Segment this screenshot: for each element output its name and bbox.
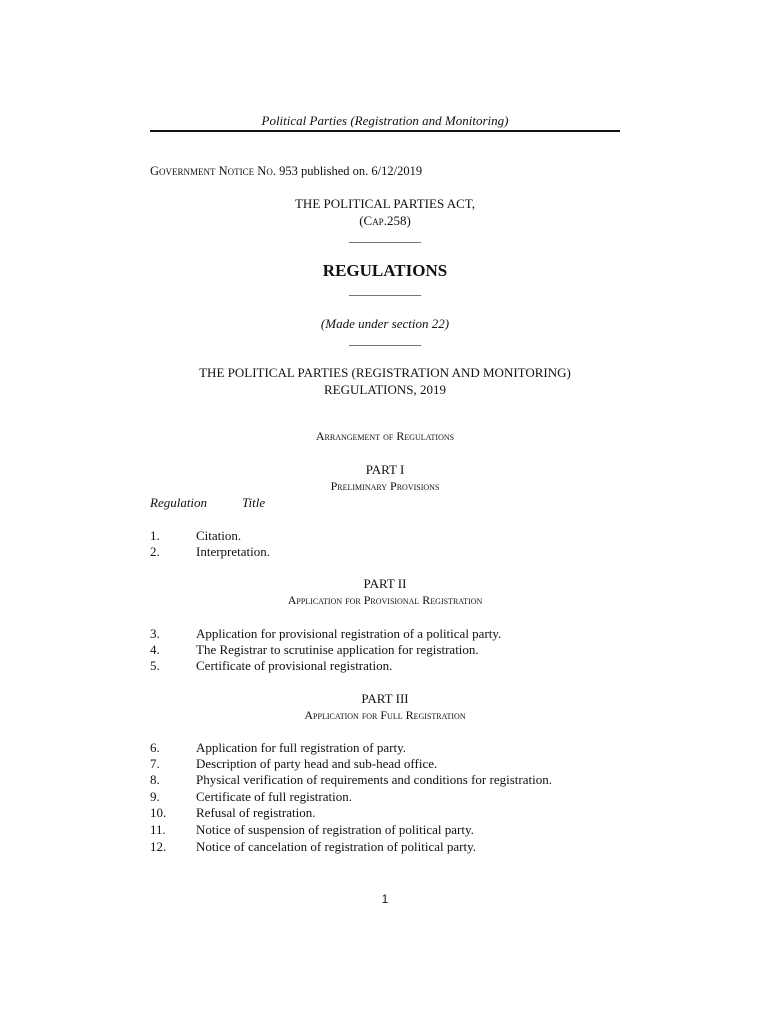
notice-prefix: Government Notice No. <box>150 164 276 178</box>
item-number: 9. <box>150 789 160 804</box>
long-title-line-2: REGULATIONS, 2019 <box>323 382 447 397</box>
item-text: Refusal of registration. <box>196 805 316 820</box>
item-text: Certificate of full registration. <box>196 789 352 804</box>
separator-2: ____________ <box>349 283 421 297</box>
running-head: Political Parties (Registration and Monitoring) <box>261 113 509 128</box>
item-number: 11. <box>150 822 166 837</box>
made-under-note: (Made under section 22) <box>320 316 450 331</box>
column-header-title: Title <box>242 495 266 510</box>
item-text: Physical verification of requirements and conditions for registration. <box>196 772 552 787</box>
item-number: 10. <box>150 805 167 820</box>
list-item <box>0 822 770 839</box>
item-number: 4. <box>150 642 160 657</box>
item-text: The Registrar to scrutinise application for registration. <box>196 642 479 657</box>
item-number: 12. <box>150 839 167 854</box>
item-number: 6. <box>150 740 160 755</box>
list-item <box>0 772 770 789</box>
item-text: Notice of suspension of registration of political party. <box>196 822 474 837</box>
item-text: Citation. <box>196 528 242 543</box>
list-item <box>0 642 770 659</box>
notice-details: 953 published on. 6/12/2019 <box>279 164 423 178</box>
separator-1: ____________ <box>349 230 421 244</box>
list-item <box>0 658 770 675</box>
part-3-label: PART III <box>361 691 409 706</box>
part-2-label: PART II <box>363 576 407 591</box>
government-notice <box>150 164 422 179</box>
item-number: 5. <box>150 658 160 673</box>
part-1-label: PART I <box>365 462 405 477</box>
item-text: Application for provisional registration of a political party. <box>196 626 502 641</box>
item-number: 1. <box>150 528 160 543</box>
act-title-block <box>0 195 770 246</box>
list-item <box>0 626 770 643</box>
list-item <box>0 789 770 806</box>
part-3-subtitle: Application for Full Registration <box>304 708 466 722</box>
item-text: Application for full registration of party. <box>196 740 406 755</box>
list-item <box>0 544 770 561</box>
long-title-line-1: THE POLITICAL PARTIES (REGISTRATION AND MONITORING) <box>199 365 571 380</box>
item-number: 8. <box>150 772 160 787</box>
page-number: 1 <box>381 892 389 906</box>
item-text: Description of party head and sub-head office. <box>196 756 438 771</box>
list-item <box>0 528 770 545</box>
list-item <box>0 805 770 822</box>
item-text: Notice of cancelation of registration of political party. <box>196 839 476 854</box>
item-number: 7. <box>150 756 160 771</box>
act-title: THE POLITICAL PARTIES ACT, <box>294 196 476 211</box>
act-cap <box>0 212 770 229</box>
arrangement-heading: Arrangement of Regulations <box>315 429 455 443</box>
part-2-subtitle: Application for Provisional Registration <box>287 593 483 607</box>
list-item <box>0 740 770 757</box>
header-rule <box>150 130 620 132</box>
separator-3: ____________ <box>349 333 421 347</box>
act-cap-prefix: (Cap. <box>359 213 387 228</box>
item-text: Interpretation. <box>196 544 270 559</box>
list-item <box>0 839 770 856</box>
act-cap-number: 258) <box>386 213 411 228</box>
column-header-regulation: Regulation <box>150 495 208 510</box>
item-number: 3. <box>150 626 160 641</box>
regulations-long-title <box>0 364 770 398</box>
list-item <box>0 756 770 773</box>
item-number: 2. <box>150 544 160 559</box>
regulations-heading: REGULATIONS <box>322 261 448 280</box>
item-text: Certificate of provisional registration. <box>196 658 393 673</box>
part-1-subtitle: Preliminary Provisions <box>330 479 440 493</box>
